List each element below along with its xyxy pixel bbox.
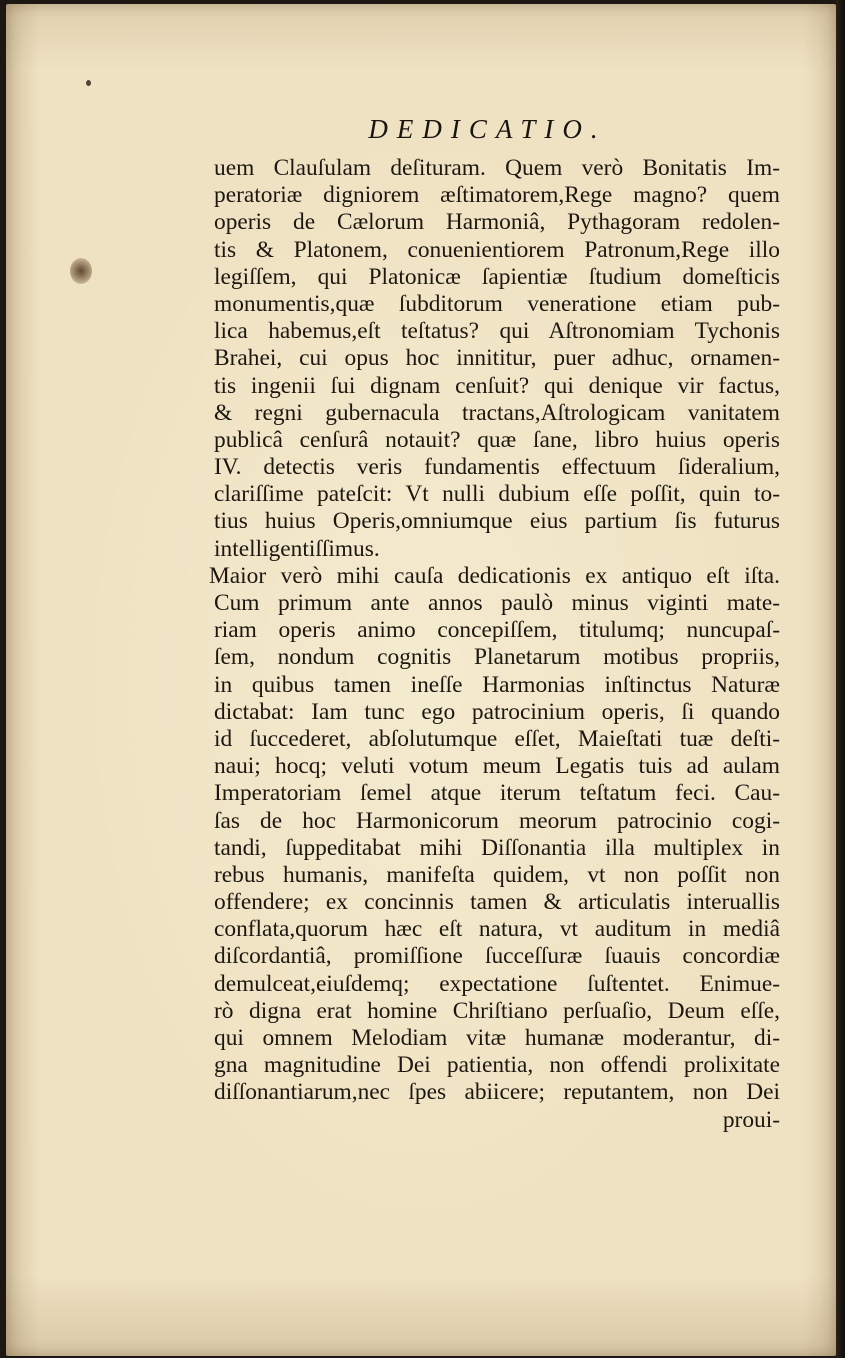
text-line: tis & Platonem, conuenientiorem Patronum,Rege illo: [214, 236, 780, 263]
text-line: offendere; ex concinnis tamen & articulatis interuallis: [214, 889, 780, 916]
text-line: legiſſem, qui Platonicæ ſapientiæ ſtudium domeſticis: [214, 263, 780, 290]
text-line: riam operis animo concepiſſem, titulumq; nuncupaſ-: [214, 617, 780, 644]
text-line: tius huius Operis,omniumque eius partium ſis futurus: [214, 508, 780, 535]
text-line: operis de Cælorum Harmoniâ, Pythagoram redolen-: [214, 209, 780, 236]
text-line: tandi, ſuppeditabat mihi Diſſonantia illa multiplex in: [214, 834, 780, 861]
text-line: lica habemus,eſt teſtatus? qui Aſtronomiam Tychonis: [214, 318, 780, 345]
text-line: clariſſime pateſcit: Vt nulli dubium eſſe poſſit, quin to-: [214, 481, 780, 508]
text-line: Imperatoriam ſemel atque iterum teſtatum feci. Cau-: [214, 780, 780, 807]
text-line: Cum primum ante annos paulò minus viginti mate-: [214, 590, 780, 616]
text-line: Maior verò mihi cauſa dedicationis ex antiquo eſt iſta.: [209, 562, 780, 589]
text-line: naui; hocq; veluti votum meum Legatis tuis ad aulam: [214, 753, 780, 780]
ink-dot: [86, 80, 91, 86]
text-line: publicâ cenſurâ notauit? quæ ſane, libro huius operis: [214, 426, 780, 453]
text-line: rebus humanis, manifeſta quidem, vt non poſſit non: [214, 861, 780, 888]
text-line: ſem, nondum cognitis Planetarum motibus propriis,: [214, 644, 780, 671]
text-line: id ſuccederet, abſolutumque eſſet, Maieſtati tuæ deſti-: [214, 725, 780, 752]
text-line: monumentis,quæ ſubditorum veneratione etiam pub-: [214, 290, 780, 317]
text-line: in quibus tamen ineſſe Harmonias inſtinctus Naturæ: [214, 671, 780, 698]
text-line: rò digna erat homine Chriſtiano perſuaſio, Deum eſſe,: [214, 997, 780, 1024]
text-line: uem Clauſulam deſituram. Quem verò Bonitatis Im-: [214, 155, 780, 181]
text-line: demulceat,eiuſdemq; expectatione ſuſtentet. Enimue-: [214, 970, 780, 997]
binding-edge-shadow: [836, 0, 845, 1358]
text-line: ſas de hoc Harmonicorum meorum patrocinio cogi-: [214, 807, 780, 834]
text-line: diſcordantiâ, promiſſione ſucceſſuræ ſuauis concordiæ: [214, 943, 780, 970]
text-line: diſſonantiarum,nec ſpes abiicere; reputantem, non Dei: [214, 1079, 780, 1106]
catchword: proui-: [722, 1106, 780, 1133]
text-line: qui omnem Melodiam vitæ humanæ moderantur, di-: [214, 1025, 780, 1051]
running-head: DEDICATIO.: [368, 114, 607, 144]
text-line: Brahei, cui opus hoc innititur, puer adhuc, ornamen-: [214, 345, 780, 372]
text-line: gna magnitudine Dei patientia, non offendi prolixitate: [214, 1052, 780, 1079]
text-line: dictabat: Iam tunc ego patrocinium operis, ſi quando: [214, 698, 780, 725]
body-text: [209, 155, 780, 1134]
ink-stain: [70, 258, 92, 284]
text-line: conflata,quorum hæc eſt natura, vt auditum in mediâ: [214, 916, 780, 943]
text-line: peratoriæ digniorem æſtimatorem,Rege magno? quem: [214, 182, 780, 209]
text-line: IV. detectis veris fundamentis effectuum ſideralium,: [214, 454, 780, 481]
text-line: tis ingenii ſui dignam cenſuit? qui denique vir factus,: [214, 372, 780, 399]
text-line: & regni gubernacula tractans,Aſtrologicam vanitatem: [214, 399, 780, 426]
text-line: intelligentiſſimus.: [214, 535, 380, 562]
